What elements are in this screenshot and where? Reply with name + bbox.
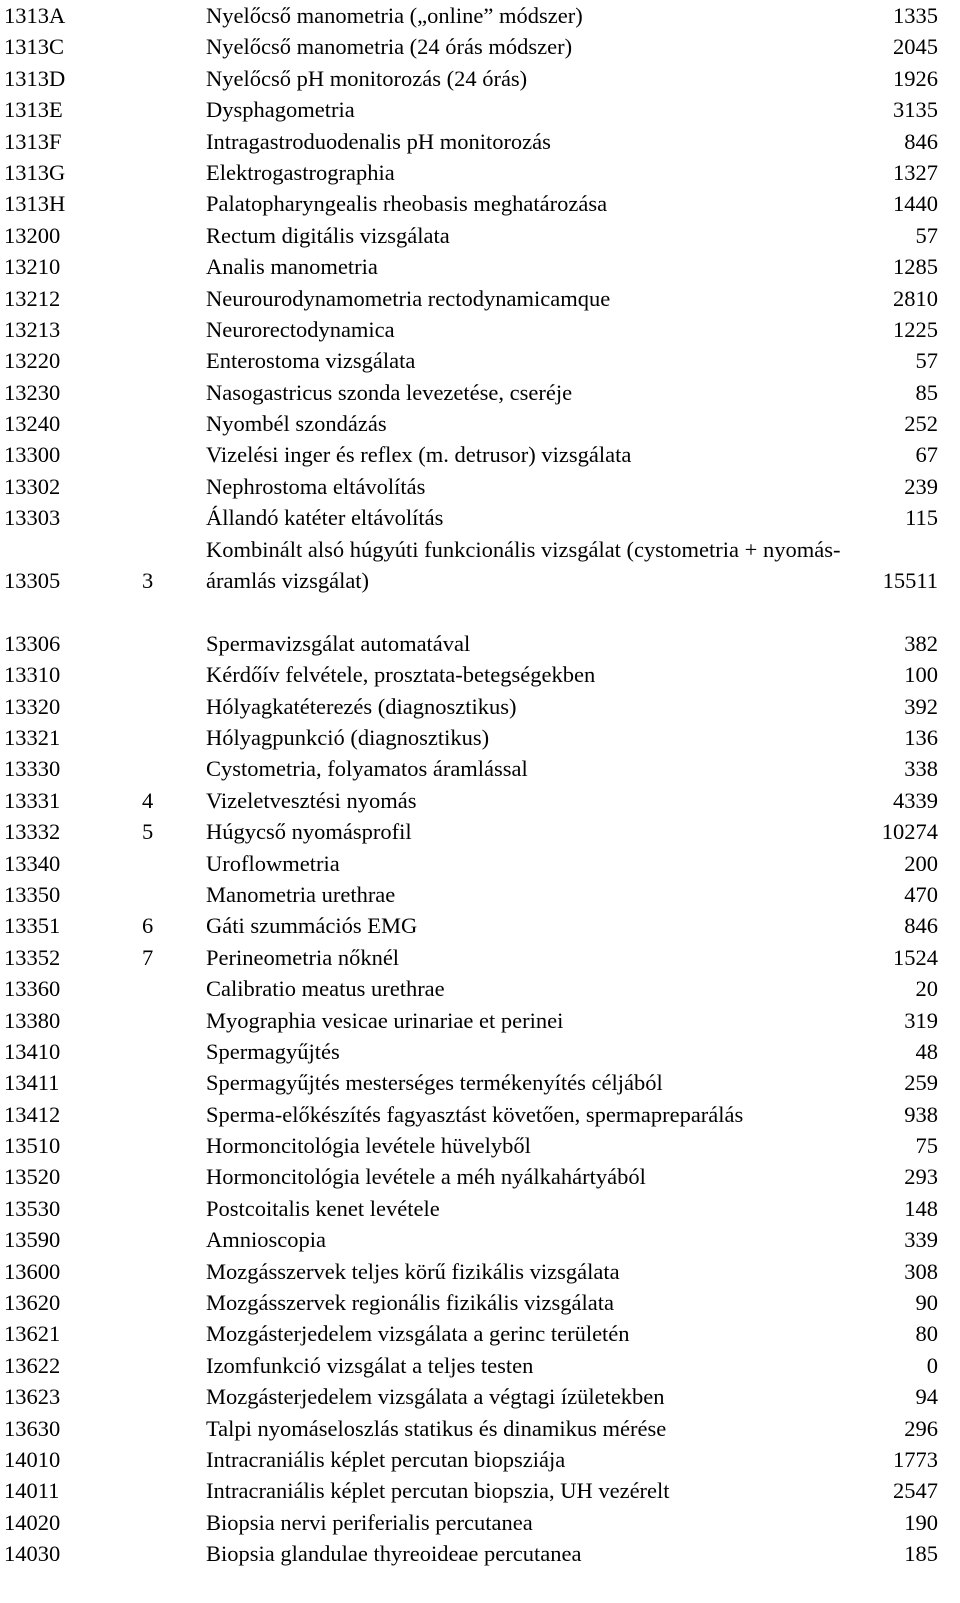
procedure-description: Enterostoma vizsgálata	[206, 348, 416, 374]
point-value: 80	[915, 1321, 938, 1347]
footnote-marker: 4	[142, 787, 154, 813]
procedure-description: Spermavizsgálat automatával	[206, 630, 471, 656]
point-value: 100	[904, 662, 938, 688]
point-value: 4339	[893, 787, 938, 813]
procedure-code: 14020	[4, 1509, 61, 1535]
table-row	[0, 283, 960, 314]
procedure-code: 13300	[4, 442, 61, 468]
procedure-description: Kérdőív felvétele, prosztata-betegségekben	[206, 662, 596, 688]
procedure-description: Vizelési inger és reflex (m. detrusor) vizsgálata	[206, 442, 632, 468]
table-row	[0, 1130, 960, 1161]
procedure-description: Analis manometria	[206, 254, 378, 280]
point-value: 94	[915, 1384, 938, 1410]
table-row	[0, 502, 960, 533]
procedure-description: Amnioscopia	[206, 1227, 326, 1253]
point-value: 1524	[893, 944, 938, 970]
procedure-code: 13520	[4, 1164, 61, 1190]
procedure-code: 13200	[4, 222, 61, 248]
procedure-code: 13351	[4, 913, 61, 939]
procedure-code: 13360	[4, 976, 61, 1002]
procedure-description: Nasogastricus szonda levezetése, cseréje	[206, 379, 573, 405]
procedure-description: Nyelőcső manometria („online” módszer)	[206, 3, 583, 28]
procedure-description: Állandó katéter eltávolítás	[206, 505, 444, 531]
point-value: 1225	[893, 316, 938, 342]
procedure-code: 1313H	[4, 191, 66, 217]
table-row	[0, 1067, 960, 1098]
point-value: 85	[915, 379, 938, 405]
point-value: 1327	[893, 159, 938, 185]
point-value: 308	[904, 1258, 938, 1284]
point-value: 57	[915, 348, 938, 374]
table-row	[0, 126, 960, 157]
procedure-code: 1313E	[4, 97, 63, 123]
table-row	[0, 1318, 960, 1349]
point-value: 1285	[893, 254, 938, 280]
point-value: 1335	[893, 3, 938, 28]
table-row	[0, 942, 960, 973]
procedure-code: 13352	[4, 944, 61, 970]
procedure-code: 13220	[4, 348, 61, 374]
procedure-code: 13332	[4, 819, 61, 845]
procedure-code: 14010	[4, 1446, 61, 1472]
procedure-code: 13303	[4, 505, 61, 531]
procedure-code: 13306	[4, 630, 61, 656]
table-row	[0, 910, 960, 941]
table-row	[0, 1507, 960, 1538]
procedure-code: 13240	[4, 411, 61, 437]
procedure-code: 13310	[4, 662, 61, 688]
table-row	[0, 659, 960, 690]
point-value: 1926	[893, 65, 938, 91]
procedure-code: 13213	[4, 316, 61, 342]
procedure-code: 14011	[4, 1478, 60, 1504]
point-value: 846	[904, 913, 938, 939]
table-row	[0, 314, 960, 345]
point-value: 1773	[893, 1446, 938, 1472]
procedure-description: Kombinált alsó húgyúti funkcionális vizsgálat (cystometria + nyomás-áramlás vizsgálat)	[206, 536, 841, 594]
table-row	[0, 220, 960, 251]
point-value: 90	[915, 1290, 938, 1316]
procedure-code: 13622	[4, 1352, 61, 1378]
point-value: 319	[904, 1007, 938, 1033]
table-row	[0, 1161, 960, 1192]
procedure-description: Intragastroduodenalis pH monitorozás	[206, 128, 551, 154]
point-value: 846	[904, 128, 938, 154]
point-value: 382	[904, 630, 938, 656]
procedure-description: Dysphagometria	[206, 97, 355, 123]
procedure-description: Postcoitalis kenet levétele	[206, 1195, 440, 1221]
procedure-code: 13305	[4, 568, 61, 594]
procedure-description: Cystometria, folyamatos áramlással	[206, 756, 528, 782]
table-row	[0, 31, 960, 62]
procedure-description: Neurourodynamometria rectodynamicamque	[206, 285, 611, 311]
table-row	[0, 1350, 960, 1381]
procedure-code: 13620	[4, 1290, 61, 1316]
procedure-description: Nyelőcső pH monitorozás (24 órás)	[206, 65, 528, 91]
procedure-code: 1313A	[4, 3, 66, 28]
table-row	[0, 439, 960, 470]
procedure-code: 13410	[4, 1038, 61, 1064]
table-row	[0, 628, 960, 659]
procedure-code: 13321	[4, 725, 61, 750]
table-row	[0, 1381, 960, 1412]
point-value: 938	[904, 1101, 938, 1127]
point-value: 15511	[882, 568, 938, 594]
procedure-description: Manometria urethrae	[206, 881, 396, 907]
procedure-code: 13590	[4, 1227, 61, 1253]
table-row	[0, 1099, 960, 1130]
procedure-code: 13331	[4, 787, 61, 813]
point-value: 48	[915, 1038, 938, 1064]
table-row	[0, 816, 960, 847]
procedure-description: Sperma-előkészítés fagyasztást követően, spermapreparálás	[206, 1101, 744, 1127]
procedure-code: 13380	[4, 1007, 61, 1033]
footnote-marker: 6	[142, 913, 154, 939]
table-row	[0, 251, 960, 282]
point-value: 185	[904, 1541, 938, 1567]
procedure-code: 13340	[4, 850, 61, 876]
procedure-code: 13330	[4, 756, 61, 782]
procedure-code: 1313C	[4, 34, 65, 60]
procedure-code: 13302	[4, 473, 61, 499]
table-row	[0, 785, 960, 816]
table-row	[0, 377, 960, 408]
point-value: 3135	[893, 97, 938, 123]
table-row	[0, 1256, 960, 1287]
procedure-description: Mozgásszervek regionális fizikális vizsgálata	[206, 1290, 614, 1316]
table-row	[0, 0, 960, 31]
table-row	[0, 1287, 960, 1318]
procedure-description: Intracraniális képlet percutan biopszia, UH vezérelt	[206, 1478, 670, 1504]
procedure-description: Spermagyűjtés mesterséges termékenyítés céljából	[206, 1070, 663, 1096]
point-value: 10274	[881, 819, 938, 845]
procedure-code: 13320	[4, 693, 61, 719]
procedure-code: 13623	[4, 1384, 61, 1410]
procedure-description: Nephrostoma eltávolítás	[206, 473, 426, 499]
procedure-code: 13510	[4, 1133, 61, 1159]
table-row	[0, 345, 960, 376]
point-value: 2547	[893, 1478, 938, 1504]
procedure-code: 13210	[4, 254, 61, 280]
table-row	[0, 94, 960, 125]
table-row	[0, 1036, 960, 1067]
point-value: 115	[905, 505, 938, 531]
point-value: 338	[904, 756, 938, 782]
point-value: 296	[904, 1415, 938, 1441]
procedure-description: Rectum digitális vizsgálata	[206, 222, 450, 248]
procedure-description: Hólyagpunkció (diagnosztikus)	[206, 725, 490, 750]
procedure-description: Húgycső nyomásprofil	[206, 819, 412, 845]
point-value: 2810	[893, 285, 938, 311]
table-row	[0, 408, 960, 439]
procedure-code: 13530	[4, 1195, 61, 1221]
procedure-description: Talpi nyomáseloszlás statikus és dinamikus mérése	[206, 1415, 667, 1441]
procedure-description: Mozgásszervek teljes körű fizikális vizsgálata	[206, 1258, 620, 1284]
table-row	[0, 753, 960, 784]
table-row	[0, 63, 960, 94]
table-row	[0, 722, 960, 753]
procedure-code: 13212	[4, 285, 61, 311]
point-value: 470	[904, 881, 938, 907]
table-row	[0, 848, 960, 879]
procedure-description: Biopsia glandulae thyreoideae percutanea	[206, 1541, 582, 1567]
point-value: 293	[904, 1164, 938, 1190]
point-value: 252	[904, 411, 938, 437]
procedure-code: 1313G	[4, 159, 66, 185]
point-value: 136	[904, 725, 938, 750]
table-row	[0, 691, 960, 722]
point-value: 67	[915, 442, 938, 468]
procedure-description: Nyelőcső manometria (24 órás módszer)	[206, 34, 573, 60]
table-row	[0, 471, 960, 502]
procedure-description: Calibratio meatus urethrae	[206, 976, 445, 1002]
procedure-description: Izomfunkció vizsgálat a teljes testen	[206, 1352, 534, 1378]
table-row	[0, 879, 960, 910]
procedure-description: Hormoncitológia levétele hüvelyből	[206, 1133, 531, 1159]
procedure-description: Vizeletvesztési nyomás	[206, 787, 417, 813]
point-value: 0	[926, 1352, 938, 1378]
table-row	[0, 1193, 960, 1224]
procedure-code: 13350	[4, 881, 61, 907]
procedure-description: Nyombél szondázás	[206, 411, 387, 437]
procedure-description: Spermagyűjtés	[206, 1038, 340, 1064]
table-row	[0, 157, 960, 188]
point-value: 200	[904, 850, 938, 876]
procedure-code: 13600	[4, 1258, 61, 1284]
procedure-description: Palatopharyngealis rheobasis meghatározása	[206, 191, 608, 217]
point-value: 75	[915, 1133, 938, 1159]
procedure-code: 14030	[4, 1541, 61, 1567]
procedure-description: Neurorectodynamica	[206, 316, 395, 342]
footnote-marker: 7	[142, 944, 154, 970]
procedure-description: Elektrogastrographia	[206, 159, 395, 185]
point-value: 259	[904, 1070, 938, 1096]
procedure-code: 13411	[4, 1070, 60, 1096]
table-row	[0, 1444, 960, 1475]
procedure-description: Perineometria nőknél	[206, 944, 400, 970]
procedure-description: Hólyagkatéterezés (diagnosztikus)	[206, 693, 517, 719]
procedure-code: 1313D	[4, 65, 66, 91]
table-row	[0, 534, 960, 628]
point-value: 20	[915, 976, 938, 1002]
point-value: 1440	[893, 191, 938, 217]
procedure-description: Biopsia nervi periferialis percutanea	[206, 1509, 533, 1535]
procedure-description: Mozgásterjedelem vizsgálata a végtagi ízületekben	[206, 1384, 665, 1410]
procedure-description: Uroflowmetria	[206, 850, 340, 876]
table-row	[0, 1005, 960, 1036]
point-value: 2045	[893, 34, 938, 60]
point-value: 148	[904, 1195, 938, 1221]
point-value: 57	[915, 222, 938, 248]
footnote-marker: 3	[142, 568, 154, 594]
procedure-code: 13621	[4, 1321, 61, 1347]
table-row	[0, 1224, 960, 1255]
point-value: 392	[904, 693, 938, 719]
point-value: 190	[904, 1509, 938, 1535]
table-row	[0, 1413, 960, 1444]
footnote-marker: 5	[142, 819, 154, 845]
procedure-code: 13630	[4, 1415, 61, 1441]
procedure-code: 13412	[4, 1101, 61, 1127]
procedure-description: Gáti szummációs EMG	[206, 913, 418, 939]
procedure-description: Mozgásterjedelem vizsgálata a gerinc területén	[206, 1321, 630, 1347]
table-row	[0, 1475, 960, 1506]
point-value: 239	[904, 473, 938, 499]
table-row	[0, 188, 960, 219]
procedure-description: Hormoncitológia levétele a méh nyálkahártyából	[206, 1164, 646, 1190]
table-row	[0, 973, 960, 1004]
procedure-code: 1313F	[4, 128, 62, 154]
procedure-description: Intracraniális képlet percutan biopsziája	[206, 1446, 566, 1472]
procedure-description: Myographia vesicae urinariae et perinei	[206, 1007, 564, 1033]
point-value: 339	[904, 1227, 938, 1253]
procedure-code: 13230	[4, 379, 61, 405]
table-row	[0, 1538, 960, 1569]
